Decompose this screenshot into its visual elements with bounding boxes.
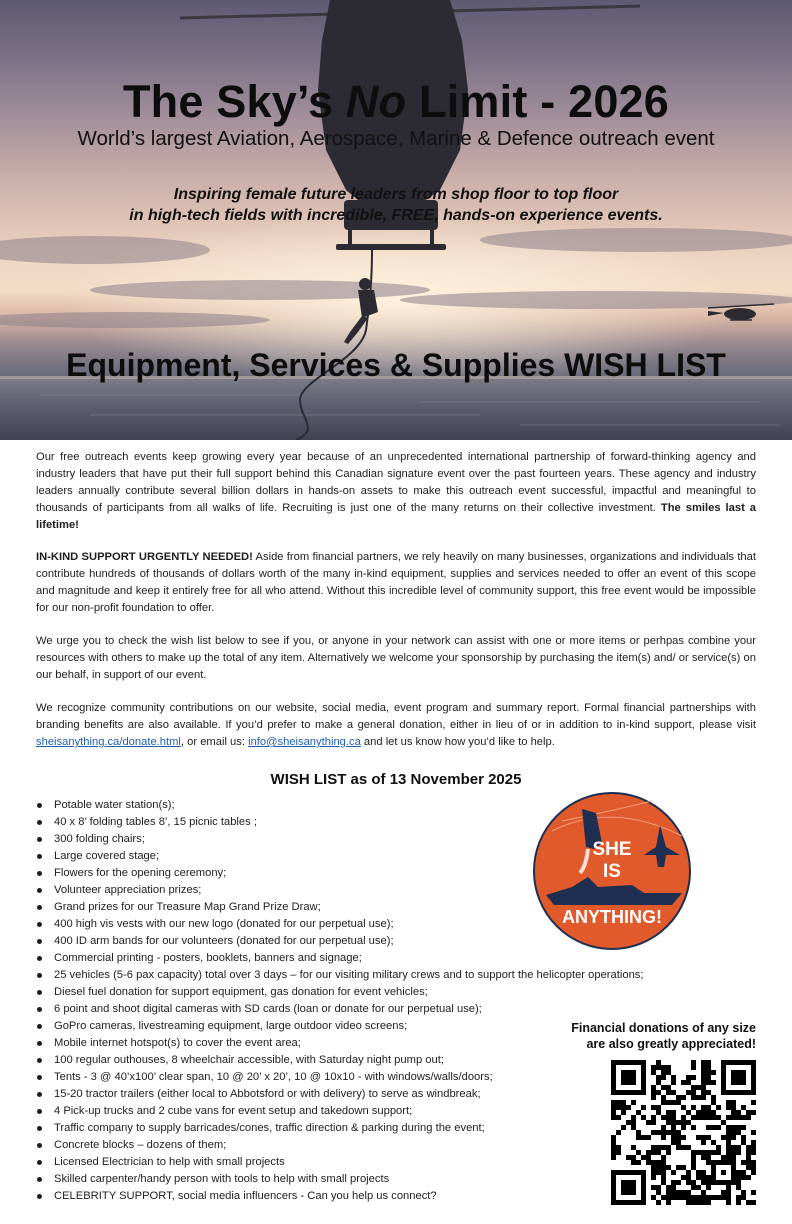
wish-list-item: Skilled carpenter/handy person with tools to help with small projects bbox=[36, 1171, 756, 1188]
recognition-text-2: , or email us: bbox=[180, 736, 249, 748]
wish-list-item: 4 Pick-up trucks and 2 cube vans for event setup and takedown support; bbox=[36, 1103, 756, 1120]
wish-list-item: Commercial printing - posters, booklets, banners and signage; bbox=[36, 950, 756, 967]
wish-list-item: 25 vehicles (5-6 pax capacity) total over 3 days – for our visiting military crews and to support the helicopter operations; bbox=[36, 967, 756, 984]
logo-line-1: SHE bbox=[592, 839, 632, 860]
tagline-line-1: Inspiring female future leaders from shop floor to top floor bbox=[173, 186, 619, 203]
wish-list-item: Large covered stage; bbox=[36, 848, 756, 865]
hero-banner bbox=[0, 0, 792, 440]
inkind-bold-text: IN-KIND SUPPORT URGENTLY NEEDED! bbox=[36, 551, 253, 563]
page-title bbox=[0, 76, 792, 128]
wish-list-item: Mobile internet hotspot(s) to cover the event area; bbox=[36, 1035, 756, 1052]
title-text: The Sky’s bbox=[122, 76, 346, 127]
logo-line-3: ANYTHING! bbox=[562, 907, 662, 927]
recognition-text-3: and let us know how you’d like to help. bbox=[360, 736, 555, 748]
donation-line-2: are also greatly appreciated! bbox=[586, 1037, 756, 1051]
wish-list-item: Tents - 3 @ 40’x100’ clear span, 10 @ 20’ x 20’, 10 @ 10x10 - with windows/walls/doors; bbox=[36, 1069, 756, 1086]
tagline-line-2: in high-tech fields with incredible, FREE, hands-on experience events. bbox=[129, 207, 663, 224]
wish-list-item: 400 high vis vests with our new logo (donated for our perpetual use); bbox=[36, 916, 756, 933]
urge-paragraph: We urge you to check the wish list below to see if you, or anyone in your network can assist with one or more items or perhpas combine your resources with others to make up the total of any item. Alternatively we welcome your sponsorship by purchasing the item(s) and/ or service(s) on our behalf, in support of our event. bbox=[36, 635, 756, 681]
wish-list-item: 40 x 8’ folding tables 8’, 15 picnic tables ; bbox=[36, 814, 756, 831]
email-link[interactable]: info@sheisanything.ca bbox=[248, 736, 361, 748]
wish-list-item: Grand prizes for our Treasure Map Grand Prize Draw; bbox=[36, 899, 756, 916]
wish-list-item: CELEBRITY SUPPORT, social media influencers - Can you help us connect? bbox=[36, 1188, 756, 1205]
inkind-text: Aside from financial partners, we rely heavily on many businesses, organizations and individuals that contribute hundreds of thousands of dollars worth of the many in-kind equipment, supplies and services needed to offer an event of this scope and magnitude and keep it entirely free for all who attend. Without this incredible level of community support, this free event would be impossible for our non-profit foundation to offer. bbox=[36, 551, 756, 614]
wish-list-item: Licensed Electrician to help with small projects bbox=[36, 1154, 756, 1171]
qr-code-icon[interactable] bbox=[611, 1060, 756, 1205]
donation-line-1: Financial donations of any size bbox=[571, 1021, 756, 1035]
recognition-paragraph bbox=[36, 700, 756, 751]
wish-list-item: 400 ID arm bands for our volunteers (donated for our perpetual use); bbox=[36, 933, 756, 950]
wish-list-item: Concrete blocks – dozens of them; bbox=[36, 1137, 756, 1154]
she-is-anything-logo bbox=[532, 791, 692, 951]
logo-line-2: IS bbox=[603, 861, 621, 882]
wish-list-item: Potable water station(s); bbox=[36, 797, 756, 814]
intro-bold-text: The smiles last a lifetime! bbox=[36, 502, 756, 531]
wish-list-item: Volunteer appreciation prizes; bbox=[36, 882, 756, 899]
page-subtitle: World’s largest Aviation, Aerospace, Marine & Defence outreach event bbox=[77, 127, 715, 150]
wish-list-item: GoPro cameras, livestreaming equipment, large outdoor video screens; bbox=[36, 1018, 756, 1035]
wish-list-item: 100 regular outhouses, 8 wheelchair accessible, with Saturday night pump out; bbox=[36, 1052, 756, 1069]
title-text-end: Limit - 2026 bbox=[406, 76, 670, 127]
intro-paragraph bbox=[36, 449, 756, 534]
recognition-text: We recognize community contributions on our website, social media, event program and summary report. Formal financial partnerships with branding benefits are also available. If you’d prefer to make a general donation, either in lieu of or in addition to in-kind support, please visit bbox=[36, 702, 756, 731]
wish-list-heading: WISH LIST as of 13 November 2025 bbox=[270, 771, 522, 788]
donate-link[interactable]: sheisanything.ca/donate.html bbox=[36, 736, 181, 748]
wish-list-item: 300 folding chairs; bbox=[36, 831, 756, 848]
wish-list-item: Traffic company to supply barricades/cones, traffic direction & parking during the event; bbox=[36, 1120, 756, 1137]
intro-text: Our free outreach events keep growing every year because of an unprecedented international partnership of forward-thinking agency and industry leaders that have put their full support behind this Canadian signature event over the past fourteen years. These agency and industry leaders annually contribute several billion dollars in hands-on assets to make this outreach event successful, impactful and meaningful to thousands of participants from all walks of life. Recruiting is just one of the many returns on their collective investment. bbox=[36, 451, 756, 514]
wish-list-item: Diesel fuel donation for support equipment, gas donation for event vehicles; bbox=[36, 984, 756, 1001]
wish-list-banner-heading: Equipment, Services & Supplies WISH LIST bbox=[66, 347, 726, 383]
inkind-paragraph bbox=[36, 549, 756, 617]
wish-list-item: Flowers for the opening ceremony; bbox=[36, 865, 756, 882]
wish-list-item: 15-20 tractor trailers (either local to Abbotsford or with delivery) to serve as windbreak; bbox=[36, 1086, 756, 1103]
donation-note bbox=[520, 1020, 756, 1052]
tagline bbox=[0, 184, 792, 226]
wish-list-item: 6 point and shoot digital cameras with SD cards (loan or donate for our perpetual use); bbox=[36, 1001, 756, 1018]
title-emphasis: No bbox=[345, 76, 407, 127]
